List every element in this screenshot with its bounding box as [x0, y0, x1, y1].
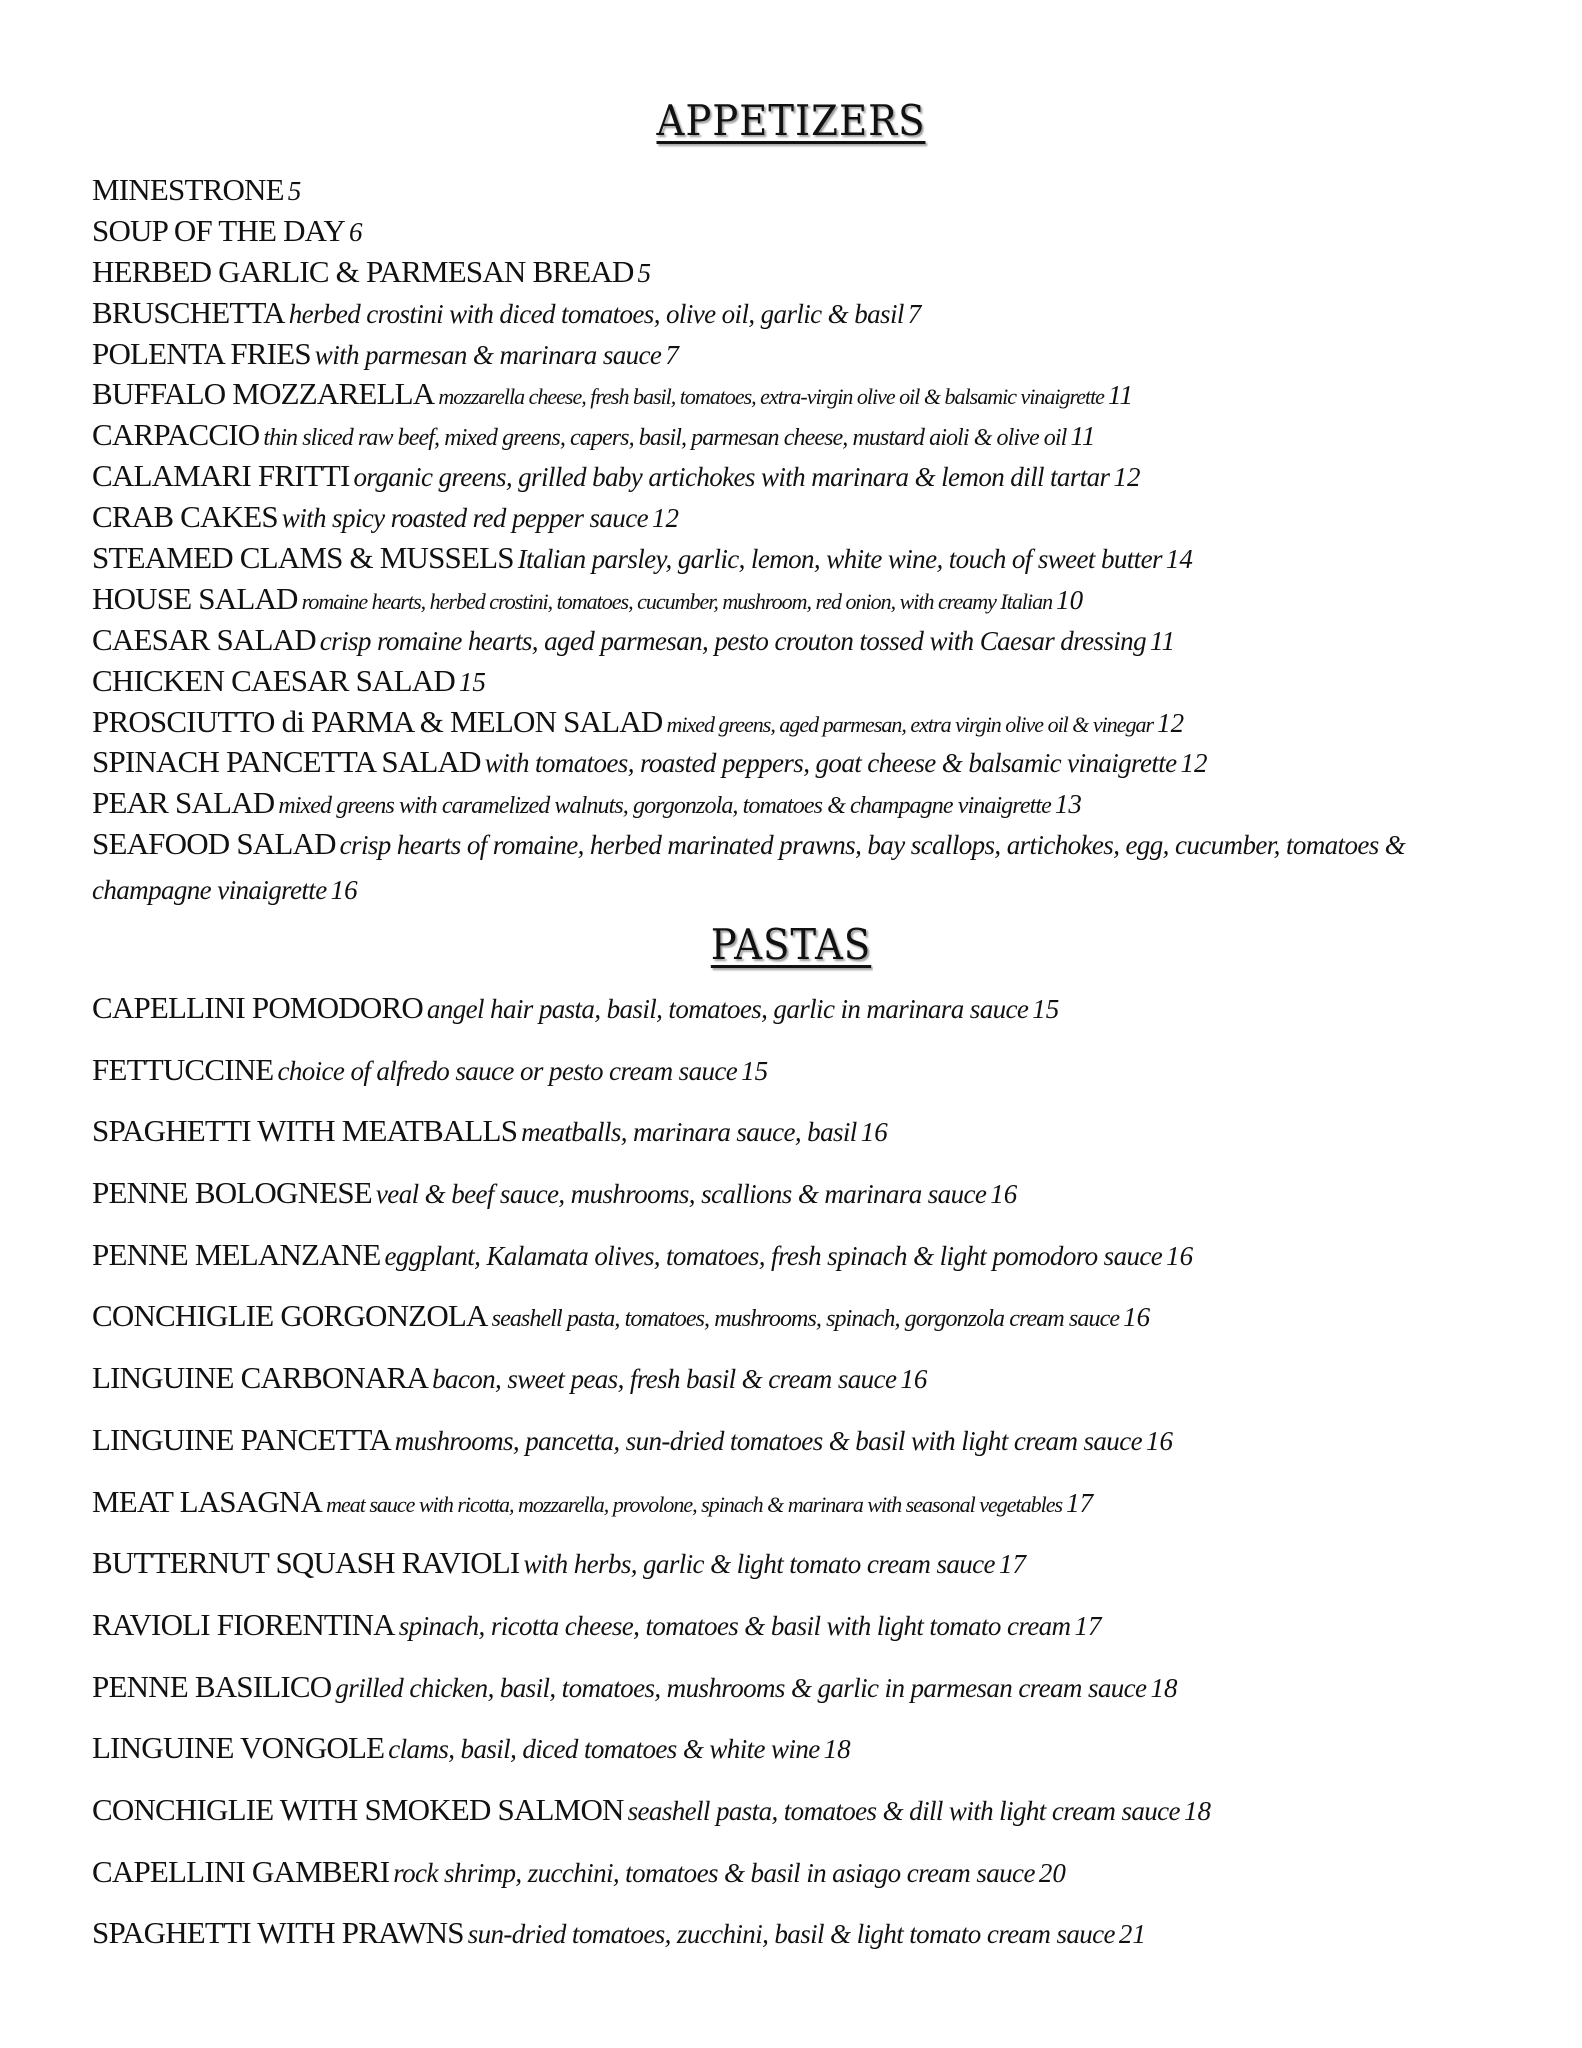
menu-item [92, 1163, 1512, 1225]
item-price: 16 [990, 1179, 1018, 1210]
menu-item [92, 170, 1512, 211]
menu-item [92, 1348, 1512, 1410]
item-name: BUTTERNUT SQUASH RAVIOLI [92, 1545, 520, 1581]
item-name: CAPELLINI POMODORO [92, 990, 423, 1025]
item-description: spinach, ricotta cheese, tomatoes & basil with light tomato cream [398, 1610, 1071, 1641]
menu-item [92, 783, 1512, 824]
item-price: 7 [665, 339, 679, 370]
item-price: 16 [330, 875, 358, 906]
item-name: LINGUINE VONGOLE [92, 1730, 385, 1766]
item-description: meat sauce with ricotta, mozzarella, provolone, spinach & marinara with seasonal vegetables [326, 1491, 1063, 1517]
appetizers-list [92, 170, 1512, 915]
item-price: 17 [998, 1549, 1026, 1580]
item-price: 13 [1054, 789, 1082, 820]
item-name: STEAMED CLAMS & MUSSELS [92, 540, 514, 576]
item-description: mixed greens, aged parmesan, extra virgin olive oil & vinegar [666, 711, 1154, 737]
menu-item [92, 1718, 1512, 1780]
item-price: 18 [1150, 1672, 1178, 1703]
item-description: seashell pasta, tomatoes, mushrooms, spinach, gorgonzola cream sauce [491, 1306, 1120, 1333]
item-name: POLENTA FRIES [92, 335, 311, 371]
item-name: FETTUCCINE [92, 1051, 274, 1087]
menu-item [92, 1286, 1512, 1348]
menu-item [92, 1842, 1512, 1904]
item-description: organic greens, grilled baby artichokes with marinara & lemon dill tartar [353, 462, 1110, 493]
menu-item [92, 538, 1512, 579]
menu-item [92, 293, 1512, 334]
menu-item [92, 334, 1512, 375]
item-name: LINGUINE PANCETTA [92, 1421, 391, 1457]
item-name: SEAFOOD SALAD [92, 826, 336, 862]
item-name: CONCHIGLIE GORGONZOLA [92, 1298, 488, 1334]
item-name: PENNE BOLOGNESE [92, 1175, 372, 1211]
item-name: SPAGHETTI WITH MEATBALLS [92, 1113, 518, 1149]
item-name: PROSCIUTTO di PARMA & MELON SALAD [92, 703, 663, 739]
item-price: 12 [651, 503, 679, 534]
item-price: 14 [1165, 544, 1193, 575]
pastas-heading: PASTAS [710, 920, 872, 969]
item-price: 16 [1123, 1302, 1151, 1333]
item-description: crisp hearts of romaine, herbed marinated prawns, bay scallops, artichokes, egg, cucumber, tomatoes & champagne vinaigrette [92, 830, 1406, 906]
menu-item [92, 211, 1512, 252]
item-description: eggplant, Kalamata olives, tomatoes, fresh spinach & light pomodoro sauce [384, 1240, 1163, 1271]
item-description: bacon, sweet peas, fresh basil & cream sauce [432, 1364, 897, 1395]
item-name: PENNE MELANZANE [92, 1236, 381, 1272]
item-price: 16 [860, 1117, 888, 1148]
item-name: HOUSE SALAD [92, 580, 298, 616]
menu-item [92, 661, 1512, 702]
item-description: grilled chicken, basil, tomatoes, mushrooms & garlic in parmesan cream sauce [335, 1672, 1147, 1703]
menu-item [92, 702, 1512, 743]
item-name: PENNE BASILICO [92, 1668, 332, 1704]
menu-item [92, 497, 1512, 538]
item-price: 11 [1149, 625, 1175, 656]
item-name: MEAT LASAGNA [92, 1483, 323, 1519]
item-name: PEAR SALAD [92, 785, 275, 821]
item-name: CALAMARI FRITTI [92, 458, 350, 494]
item-price: 5 [287, 176, 302, 206]
item-name: MINESTRONE [92, 172, 284, 207]
item-price: 17 [1066, 1487, 1094, 1518]
item-description: mushrooms, pancetta, sun-dried tomatoes & basil with light cream sauce [394, 1425, 1142, 1456]
item-name: BRUSCHETTA [92, 294, 285, 330]
item-description: with herbs, garlic & light tomato cream sauce [523, 1549, 995, 1580]
item-price: 20 [1038, 1857, 1066, 1888]
item-description: romaine hearts, herbed crostini, tomatoes, cucumber, mushroom, red onion, with creamy Italian [301, 588, 1053, 614]
menu-item [92, 252, 1512, 293]
item-name: HERBED GARLIC & PARMESAN BREAD [92, 253, 634, 289]
item-price: 11 [1070, 421, 1096, 452]
item-name: CAESAR SALAD [92, 621, 316, 657]
item-price: 5 [637, 257, 652, 288]
menu-item [92, 1040, 1512, 1102]
item-price: 15 [458, 666, 486, 697]
menu-item [92, 824, 1512, 915]
item-description: herbed crostini with diced tomatoes, olive oil, garlic & basil [288, 298, 904, 329]
item-name: LINGUINE CARBONARA [92, 1360, 429, 1396]
item-description: meatballs, marinara sauce, basil [521, 1117, 857, 1148]
item-name: SPAGHETTI WITH PRAWNS [92, 1915, 464, 1951]
item-description: with tomatoes, roasted peppers, goat cheese & balsamic vinaigrette [484, 748, 1177, 779]
pastas-list [92, 978, 1512, 1965]
item-description: veal & beef sauce, mushrooms, scallions & marinara sauce [375, 1179, 987, 1210]
menu-item [92, 1533, 1512, 1595]
item-name: CRAB CAKES [92, 499, 278, 535]
menu-item [92, 579, 1512, 620]
menu-item [92, 456, 1512, 497]
menu-item [92, 415, 1512, 456]
item-description: clams, basil, diced tomatoes & white wine [388, 1734, 820, 1765]
item-name: BUFFALO MOZZARELLA [92, 376, 435, 412]
menu-item [92, 1225, 1512, 1287]
item-price: 12 [1180, 748, 1208, 779]
menu-item [92, 374, 1512, 415]
menu-item [92, 1410, 1512, 1472]
item-description: thin sliced raw beef, mixed greens, capers, basil, parmesan cheese, mustard aioli & olive oil [263, 425, 1067, 452]
item-name: SOUP OF THE DAY [92, 212, 345, 248]
item-price: 17 [1074, 1610, 1102, 1641]
item-description: Italian parsley, garlic, lemon, white wine, touch of sweet butter [517, 544, 1162, 575]
appetizers-heading: APPETIZERS [656, 96, 926, 145]
menu-item [92, 1595, 1512, 1657]
item-description: mixed greens with caramelized walnuts, gorgonzola, tomatoes & champagne vinaigrette [278, 793, 1051, 820]
menu-item [92, 978, 1512, 1040]
item-name: SPINACH PANCETTA SALAD [92, 744, 481, 780]
item-price: 10 [1056, 584, 1084, 615]
item-price: 11 [1107, 380, 1133, 411]
item-price: 21 [1118, 1919, 1146, 1950]
item-description: sun-dried tomatoes, zucchini, basil & light tomato cream sauce [467, 1919, 1115, 1950]
item-name: CARPACCIO [92, 417, 260, 453]
item-price: 16 [1145, 1425, 1173, 1456]
menu-item [92, 742, 1512, 783]
item-name: CONCHIGLIE WITH SMOKED SALMON [92, 1791, 624, 1827]
item-name: RAVIOLI FIORENTINA [92, 1606, 395, 1642]
item-description: choice of alfredo sauce or pesto cream sauce [277, 1055, 738, 1086]
item-description: with parmesan & marinara sauce [314, 339, 662, 370]
item-price: 15 [1032, 994, 1060, 1024]
menu-item [92, 1780, 1512, 1842]
item-description: with spicy roasted red pepper sauce [281, 503, 648, 534]
item-description: seashell pasta, tomatoes & dill with light cream sauce [627, 1795, 1180, 1826]
item-price: 16 [900, 1364, 928, 1395]
menu-item [92, 1903, 1512, 1965]
item-name: CAPELLINI GAMBERI [92, 1853, 390, 1889]
item-description: mozzarella cheese, fresh basil, tomatoes, extra-virgin olive oil & balsamic vinaigrette [438, 384, 1104, 410]
item-price: 12 [1113, 462, 1141, 493]
item-price: 18 [1183, 1795, 1211, 1826]
menu-item [92, 1657, 1512, 1719]
menu-item [92, 1101, 1512, 1163]
item-price: 15 [741, 1055, 769, 1086]
item-description: crisp romaine hearts, aged parmesan, pesto crouton tossed with Caesar dressing [319, 625, 1146, 656]
item-description: rock shrimp, zucchini, tomatoes & basil in asiago cream sauce [393, 1857, 1035, 1888]
item-price: 6 [349, 216, 363, 247]
menu-item [92, 1472, 1512, 1534]
item-name: CHICKEN CAESAR SALAD [92, 662, 455, 698]
item-price: 12 [1157, 707, 1185, 738]
item-price: 18 [823, 1734, 851, 1765]
item-price: 16 [1166, 1240, 1194, 1271]
item-description: angel hair pasta, basil, tomatoes, garlic in marinara sauce [426, 994, 1029, 1024]
menu-item [92, 620, 1512, 661]
item-price: 7 [907, 298, 922, 329]
